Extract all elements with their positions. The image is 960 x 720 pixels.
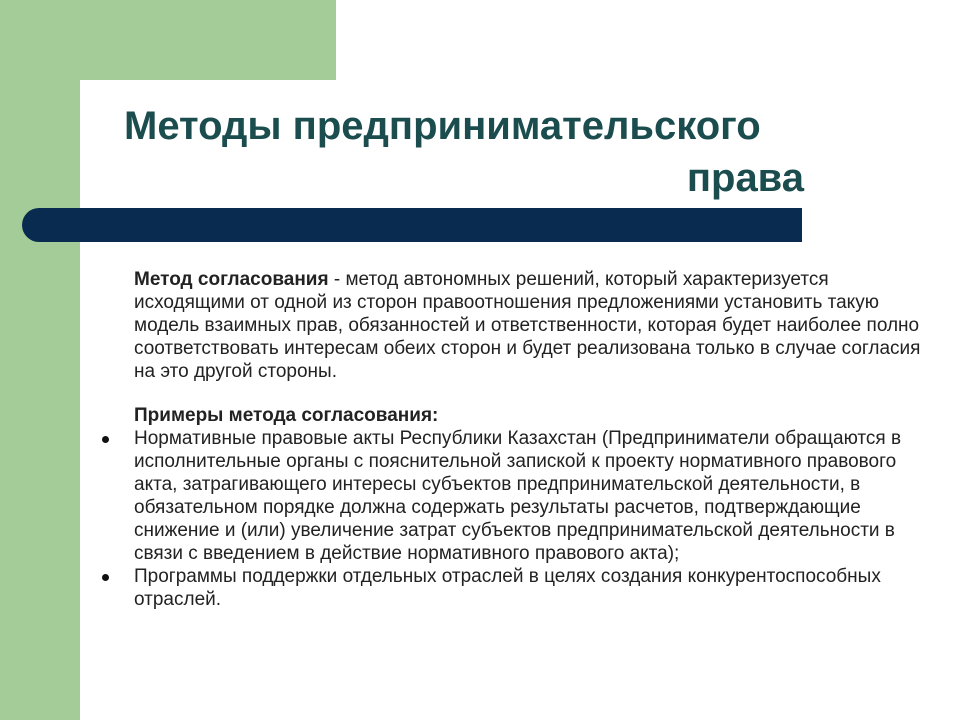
bullet-icon: [102, 436, 109, 443]
slide-title: [124, 100, 804, 204]
left-green-stripe: [0, 0, 80, 720]
slide-body: [134, 268, 924, 611]
examples-list: [134, 427, 924, 611]
list-item-text: Программы поддержки отдельных отраслей в целях создания конкурентоспособных отраслей.: [134, 566, 881, 610]
definition-paragraph: [134, 268, 924, 383]
slide-title-line1: Методы предпринимательского: [124, 104, 761, 148]
list-item: [134, 427, 924, 565]
list-item: [134, 565, 924, 611]
definition-term: Метод согласования: [134, 269, 329, 290]
list-item-text: Нормативные правовые акты Республики Казахстан (Предприниматели обращаются в исполнительные органы с пояснительной запиской к проекту нормативного правового акта, затрагивающего интересы субъектов предпринимательской деятельности, в обязательном порядке должна содержать результаты расчетов, подтверждающие снижение и (или) увеличение затрат субъектов предпринимательской деятельности в связи с введением в действие нормативного правового акта);: [134, 428, 902, 564]
title-underline-band: [22, 208, 802, 242]
top-green-block: [0, 0, 336, 80]
bullet-icon: [102, 574, 109, 581]
examples-heading: Примеры метода согласования:: [134, 405, 439, 426]
definition-text: - метод автономных решений, который характеризуется исходящими от одной из сторон правоотношения предложениями установить такую модель взаимных прав, обязанностей и ответственности, которая будет наиболее полно соответствовать интересам обеих сторон и будет реализована только в случае согласия на это другой стороны.: [134, 269, 921, 382]
slide-title-line2: права: [686, 156, 804, 200]
